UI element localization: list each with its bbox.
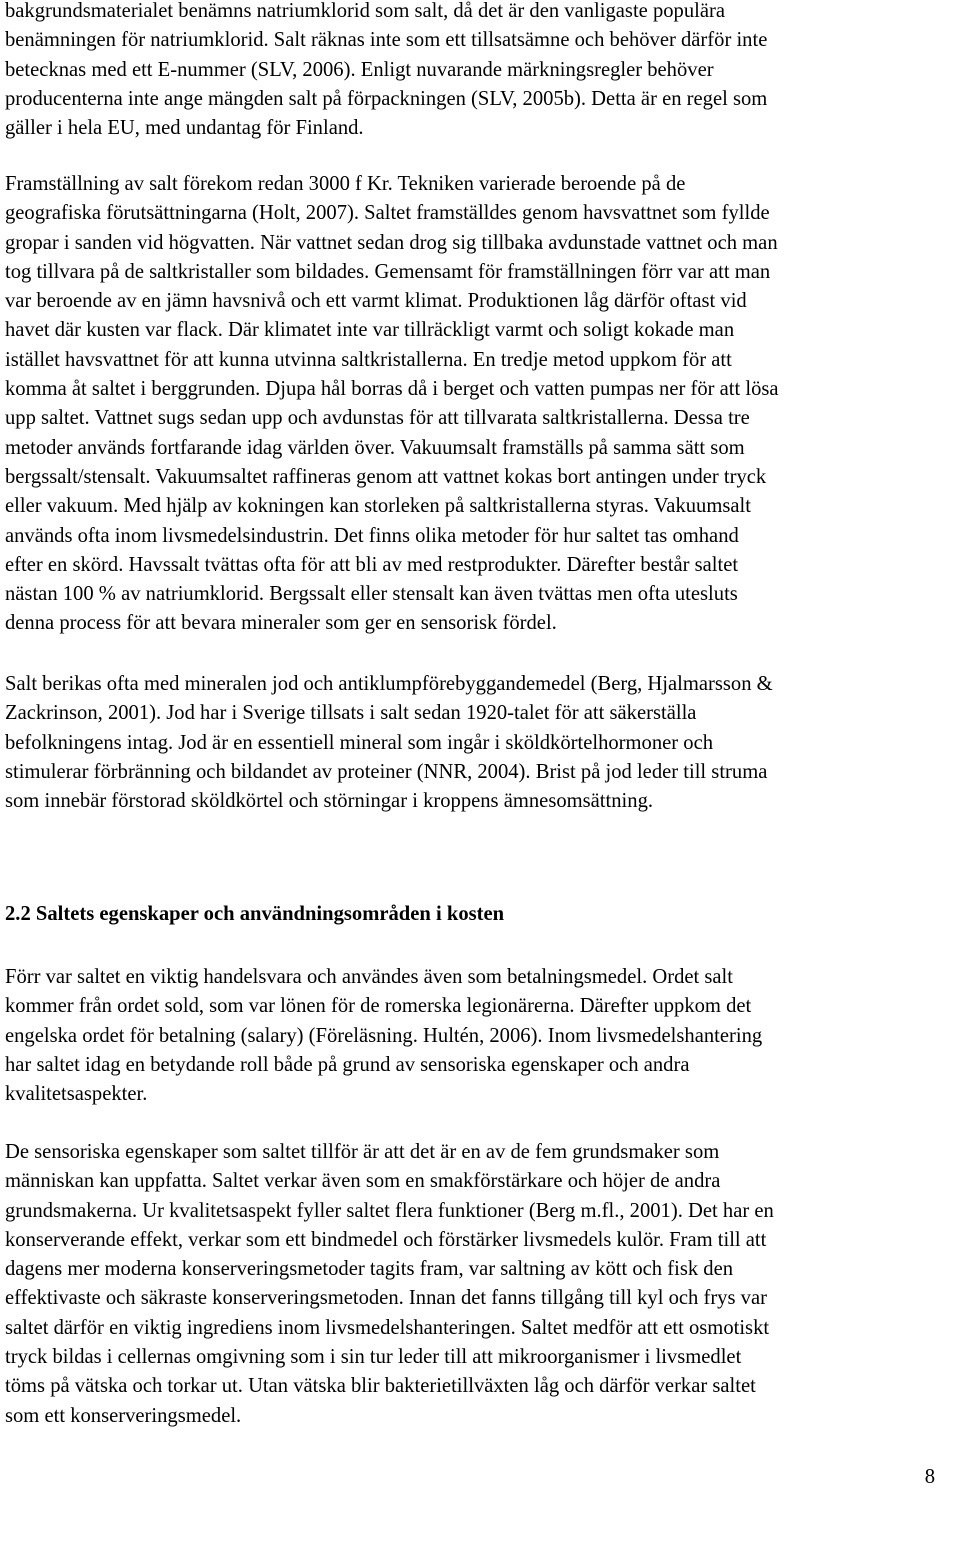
- page-number: 8: [924, 1466, 935, 1488]
- text-line: gäller i hela EU, med undantag för Finland.: [5, 117, 364, 140]
- paragraph-intro-salt: [5, 0, 960, 143]
- text-line: havet där kusten var flack. Där klimatet inte var tillräckligt varmt och soligt kokade man: [5, 319, 735, 342]
- text-line: dagens mer moderna konserveringsmetoder tagits fram, var saltning av kött och fisk den: [5, 1258, 734, 1281]
- text-line: bergssalt/stensalt. Vakuumsaltet raffineras genom att vattnet kokas bort antingen under tryck: [5, 465, 767, 488]
- text-line: kommer från ordet sold, som var lönen för de romerska legionärerna. Därefter uppkom det: [5, 995, 752, 1018]
- text-line: töms på vätska och torkar ut. Utan vätska blir bakterietillväxten låg och därför verkar saltet: [5, 1375, 756, 1398]
- text-line: befolkningens intag. Jod är en essentiell mineral som ingår i sköldkörtelhormoner och: [5, 731, 714, 754]
- text-line: istället havsvattnet för att kunna utvinna saltkristallerna. En tredje metod uppkom för att: [5, 348, 732, 371]
- paragraph-enrichment: [5, 670, 960, 816]
- text-line: nästan 100 % av natriumklorid. Bergssalt eller stensalt kan även tvättas men ofta utesluts: [5, 583, 738, 606]
- text-line: kvalitetsaspekter.: [5, 1083, 148, 1106]
- text-line: denna process för att bevara mineraler som ger en sensorisk fördel.: [5, 612, 557, 635]
- paragraph-production: [5, 170, 960, 639]
- text-line: De sensoriska egenskaper som saltet tillför är att det är en av de fem grundsmaker som: [5, 1141, 720, 1163]
- text-line: konserverande effekt, verkar som ett bindmedel och förstärker livsmedels kulör. Fram till att: [5, 1228, 767, 1251]
- text-line: var beroende av en jämn havsnivå och ett varmt klimat. Produktionen låg därför oftast vid: [5, 290, 747, 313]
- text-line: Framställning av salt förekom redan 3000 f Kr. Tekniken varierade beroende på de: [5, 173, 686, 195]
- text-line: tryck bildas i cellernas omgivning som i sin tur leder till att mikroorganismer i livsmedlet: [5, 1346, 742, 1369]
- text-line: Salt berikas ofta med mineralen jod och antiklumpförebyggandemedel (Berg, Hjalmarsson &: [5, 673, 773, 695]
- text-line: har saltet idag en betydande roll både på grund av sensoriska egenskaper och andra: [5, 1053, 690, 1076]
- text-line: människan kan uppfatta. Saltet verkar även som en smakförstärkare och höjer de andra: [5, 1170, 721, 1193]
- text-line: som ett konserveringsmedel.: [5, 1404, 242, 1427]
- text-line: effektivaste och säkraste konserveringsmetoden. Innan det fanns tillgång till kyl och frys var: [5, 1287, 767, 1310]
- text-line: Zackrinson, 2001). Jod har i Sverige tillsats i salt sedan 1920-talet för att säkerställa: [5, 702, 697, 725]
- text-line: upp saltet. Vattnet sugs sedan upp och avdunstas för att tillvarata saltkristallerna. Dessa tre: [5, 407, 750, 430]
- paragraph-history-trade: [5, 963, 960, 1109]
- text-line: betecknas med ett E-nummer (SLV, 2006). Enligt nuvarande märkningsregler behöver: [5, 58, 714, 81]
- text-line: geografiska förutsättningarna (Holt, 2007). Saltet framställdes genom havsvattnet som fyllde: [5, 202, 770, 225]
- text-line: engelska ordet för betalning (salary) (Föreläsning. Hultén, 2006). Inom livsmedelshantering: [5, 1024, 763, 1047]
- section-heading: 2.2 Saltets egenskaper och användningsområden i kosten: [5, 903, 505, 925]
- text-line: används ofta inom livsmedelsindustrin. Det finns olika metoder för hur saltet tas omhand: [5, 524, 739, 547]
- text-line: metoder används fortfarande idag världen över. Vakuumsalt framställs på samma sätt som: [5, 436, 745, 459]
- paragraph-sensory: [5, 1138, 960, 1431]
- text-line: Förr var saltet en viktig handelsvara och användes även som betalningsmedel. Ordet salt: [5, 966, 734, 988]
- text-line: saltet därför en viktig ingrediens inom livsmedelshanteringen. Saltet medför att ett osmotiskt: [5, 1316, 770, 1339]
- text-line: bakgrundsmaterialet benämns natriumklorid som salt, då det är den vanligaste populära: [5, 0, 725, 22]
- text-line: grundsmakerna. Ur kvalitetsaspekt fyller saltet flera funktioner (Berg m.fl., 2001). Det har en: [5, 1199, 774, 1222]
- text-line: tog tillvara på de saltkristaller som bildades. Gemensamt för framställningen förr var att man: [5, 260, 771, 283]
- text-line: gropar i sanden vid högvatten. När vattnet sedan drog sig tillbaka avdunstade vattnet och man: [5, 231, 778, 254]
- text-line: komma åt saltet i berggrunden. Djupa hål borras då i berget och vatten pumpas ner för att lösa: [5, 378, 779, 401]
- text-line: efter en skörd. Havssalt tvättas ofta för att bli av med restprodukter. Därefter består saltet: [5, 553, 739, 576]
- text-line: producenterna inte ange mängden salt på förpackningen (SLV, 2005b). Detta är en regel som: [5, 87, 768, 110]
- text-line: stimulerar förbränning och bildandet av proteiner (NNR, 2004). Brist på jod leder till struma: [5, 760, 768, 783]
- text-line: benämningen för natriumklorid. Salt räknas inte som ett tillsatsämne och behöver därför inte: [5, 29, 768, 52]
- text-line: eller vakuum. Med hjälp av kokningen kan storleken på saltkristallerna styras. Vakuumsalt: [5, 495, 751, 518]
- text-line: som innebär förstorad sköldkörtel och störningar i kroppens ämnesomsättning.: [5, 790, 654, 813]
